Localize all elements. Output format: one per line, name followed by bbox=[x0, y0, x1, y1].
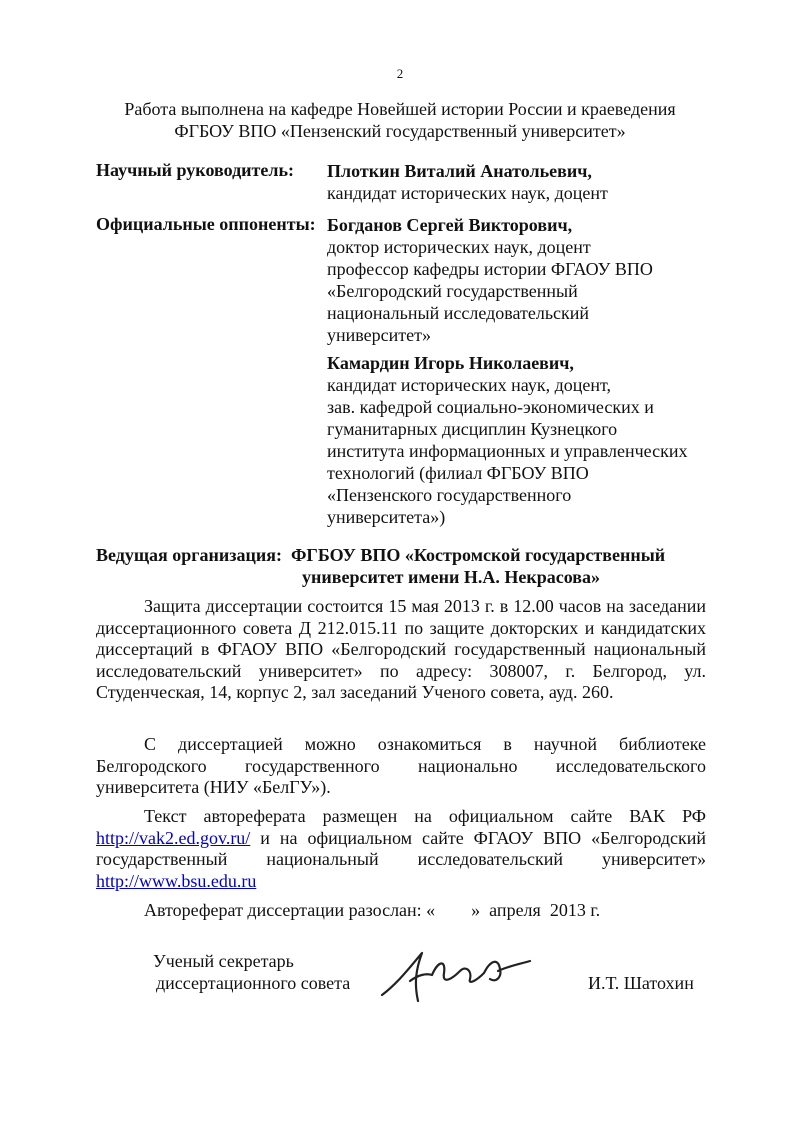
opponent-1-detail: национальный исследовательский bbox=[327, 303, 590, 323]
opponent-2-block bbox=[327, 352, 687, 528]
opponent-2-detail: института информационных и управленческих bbox=[327, 441, 688, 461]
opponent-1-name: Богданов Сергей Викторович, bbox=[327, 215, 573, 235]
handwritten-signature bbox=[380, 945, 540, 1010]
sent-line: Автореферат диссертации разослан: « » апреля 2013 г. bbox=[144, 900, 601, 920]
defense-paragraph bbox=[96, 596, 706, 704]
library-paragraph bbox=[96, 734, 706, 799]
header-line-2: ФГБОУ ВПО «Пензенский государственный университет» bbox=[174, 121, 626, 141]
leading-organization bbox=[96, 544, 665, 588]
supervisor-detail: кандидат исторических наук, доцент bbox=[327, 183, 608, 203]
vak-link[interactable]: http://vak2.ed.gov.ru/ bbox=[96, 827, 251, 848]
secretary-title-line-2: диссертационного совета bbox=[156, 973, 351, 993]
leading-org-line-2: университет имени Н.А. Некрасова» bbox=[302, 567, 600, 587]
opponent-2-detail: «Пензенского государственного bbox=[327, 485, 572, 505]
leading-org-label: Ведущая организация: bbox=[96, 545, 282, 565]
sent-paragraph bbox=[96, 900, 706, 922]
defense-text: Защита диссертации состоится 15 мая 2013 г. в 12.00 часов на заседании диссертационного совета Д 212.015.11 по защите докторских и кандидатских диссертаций в ФГАОУ ВПО «Белгородский государственный национальный исследовательский университет» по адресу: 308007, г. Белгород, ул. Студенческая, 14, корпус 2, зал заседаний Ученого совета, ауд. 260. bbox=[96, 596, 706, 702]
leading-org-line-1: ФГБОУ ВПО «Костромской государственный bbox=[290, 545, 666, 565]
secretary-title-line-1: Ученый секретарь bbox=[153, 951, 294, 971]
secretary-name: И.Т. Шатохин bbox=[588, 973, 694, 993]
opponent-1-detail: университет» bbox=[327, 325, 431, 345]
abstract-paragraph bbox=[96, 806, 706, 892]
abstract-text-middle: и на официальном сайте ФГАОУ ВПО «Белгородский государственный национальный исследовательский университет» bbox=[96, 827, 706, 869]
opponent-1-detail: доктор исторических наук, доцент bbox=[327, 237, 591, 257]
header-line-1: Работа выполнена на кафедре Новейшей истории России и краеведения bbox=[124, 99, 676, 119]
opponent-2-detail: кандидат исторических наук, доцент, bbox=[327, 375, 612, 395]
supervisor-block bbox=[327, 160, 608, 204]
opponent-2-detail: технологий (филиал ФГБОУ ВПО bbox=[327, 463, 589, 483]
abstract-text-before: Текст автореферата размещен на официальном сайте ВАК РФ bbox=[144, 806, 706, 826]
supervisor-label: Научный руководитель: bbox=[96, 160, 294, 180]
opponent-2-detail: гуманитарных дисциплин Кузнецкого bbox=[327, 419, 618, 439]
supervisor-name: Плоткин Виталий Анатольевич, bbox=[327, 161, 592, 181]
page-header bbox=[0, 98, 800, 142]
bsu-link[interactable]: http://www.bsu.edu.ru bbox=[96, 870, 257, 891]
opponent-2-name: Камардин Игорь Николаевич, bbox=[327, 353, 574, 373]
opponents-label: Официальные оппоненты: bbox=[96, 214, 316, 234]
page-number: 2 bbox=[396, 66, 404, 81]
opponent-1-detail: профессор кафедры истории ФГАОУ ВПО bbox=[327, 259, 653, 279]
library-text: С диссертацией можно ознакомиться в научной библиотеке Белгородского государственного национально исследовательского университета (НИУ «БелГУ»). bbox=[96, 734, 706, 797]
secretary-title bbox=[153, 950, 350, 994]
opponent-1-block bbox=[327, 214, 653, 346]
opponent-2-detail: зав. кафедрой социально-экономических и bbox=[327, 397, 654, 417]
abstract-text bbox=[96, 806, 706, 892]
opponent-2-detail: университета») bbox=[327, 507, 446, 527]
opponent-1-detail: «Белгородский государственный bbox=[327, 281, 578, 301]
